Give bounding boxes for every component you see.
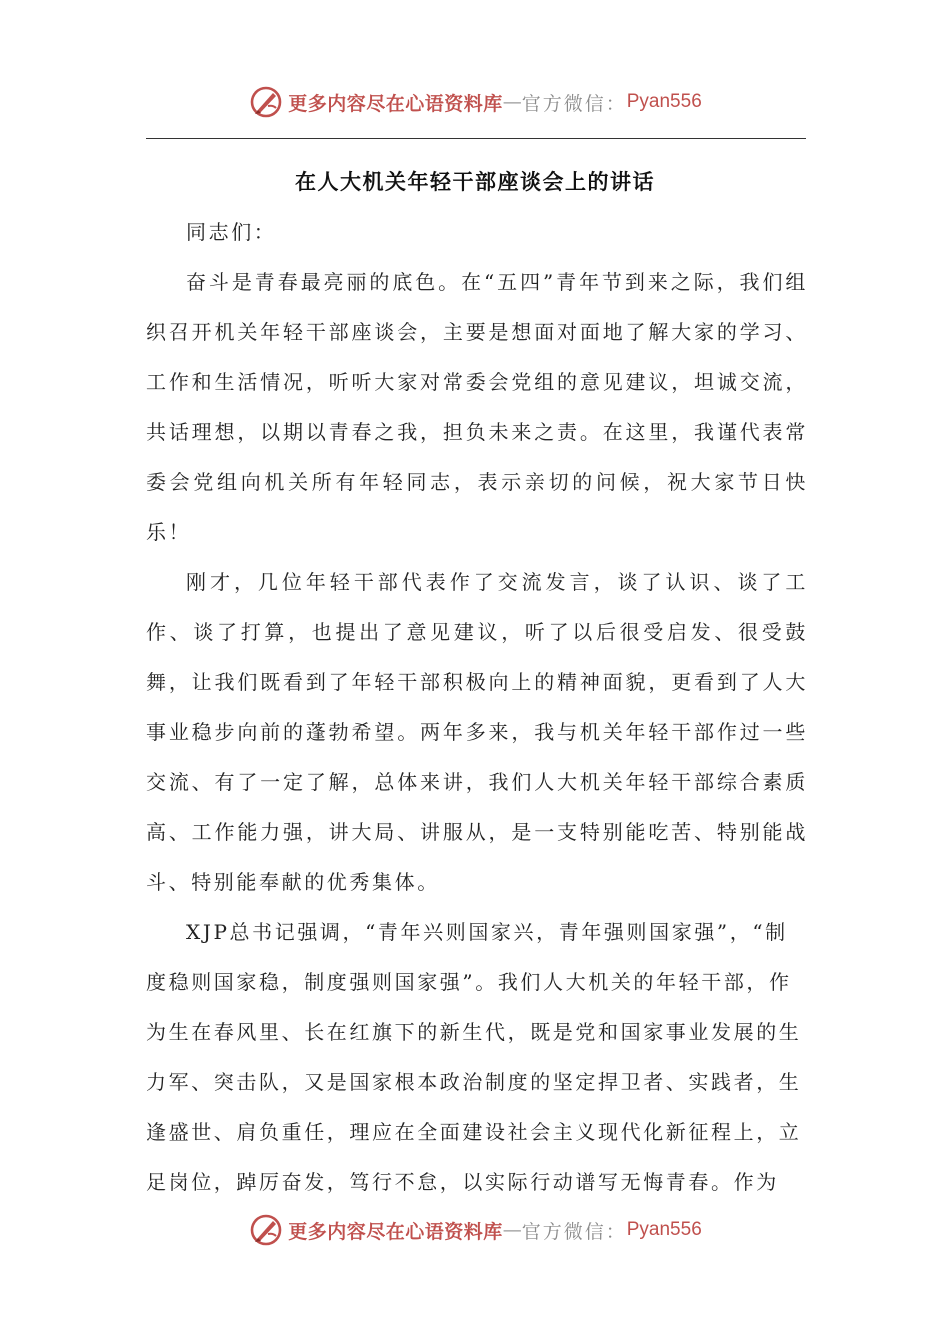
brush-logo-icon xyxy=(248,84,284,120)
salutation: 同志们： xyxy=(186,220,277,244)
banner-wechat-label: 官方微信： xyxy=(521,92,627,115)
banner-brand: 更多内容尽在心语资料库 xyxy=(288,1220,503,1243)
banner-dash: — xyxy=(502,91,522,113)
banner-wechat-label: 官方微信： xyxy=(521,1220,627,1243)
header-divider xyxy=(146,138,806,139)
header-banner xyxy=(0,80,950,124)
footer-banner xyxy=(0,1208,950,1252)
body-paragraph: XJP总书记强调，“青年兴则国家兴，青年强则国家强”，“制度稳则国家稳，制度强则国家强”。我们人大机关的年轻干部，作为生在春风里、长在红旗下的新生代，既是党和国家事业发展的生力军、突击队，又是国家根本政治制度的坚定捍卫者、实践者，生逢盛世、肩负重任，理应在全面建设社会主义现代化新征程上，立足岗位，踔厉奋发，笃行不怠，以实际行动谱写无悔青春。作为 xyxy=(146,920,802,1194)
banner-dash: — xyxy=(502,1219,522,1241)
body-paragraph: 奋斗是青春最亮丽的底色。在“五四”青年节到来之际，我们组织召开机关年轻干部座谈会，主要是想面对面地了解大家的学习、工作和生活情况，听听大家对常委会党组的意见建议，坦诚交流，共话理想，以期以青春之我，担负未来之责。在这里，我谨代表常委会党组向机关所有年轻同志，表示亲切的问候，祝大家节日快乐！ xyxy=(146,270,808,544)
banner-wechat-id: Pyan556 xyxy=(626,91,702,112)
document-title: 在人大机关年轻干部座谈会上的讲话 xyxy=(295,169,655,194)
banner-brand: 更多内容尽在心语资料库 xyxy=(288,92,503,115)
document-body xyxy=(146,207,808,1207)
body-paragraph: 刚才，几位年轻干部代表作了交流发言，谈了认识、谈了工作、谈了打算，也提出了意见建议，听了以后很受启发、很受鼓舞，让我们既看到了年轻干部积极向上的精神面貌，更看到了人大事业稳步向前的蓬勃希望。两年多来，我与机关年轻干部作过一些交流、有了一定了解，总体来讲，我们人大机关年轻干部综合素质高、工作能力强，讲大局、讲服从，是一支特别能吃苦、特别能战斗、特别能奉献的优秀集体。 xyxy=(146,570,808,894)
brush-logo-icon xyxy=(248,1212,284,1248)
banner-wechat-id: Pyan556 xyxy=(626,1219,702,1240)
